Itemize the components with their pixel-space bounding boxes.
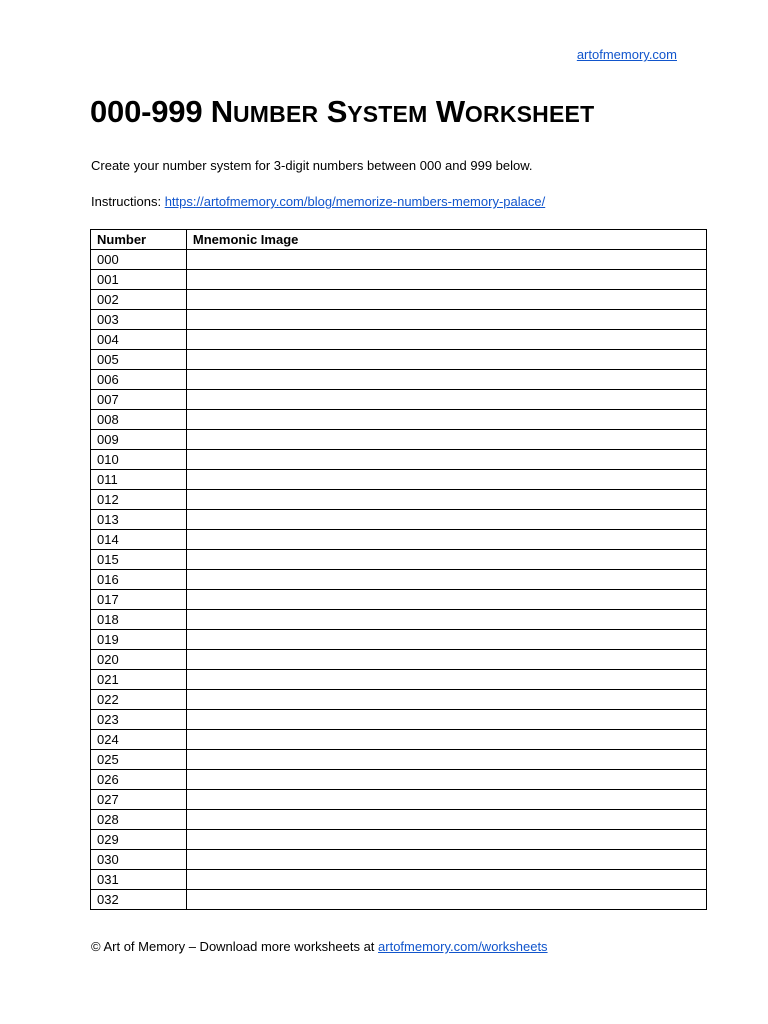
number-cell: 010 [91, 450, 187, 470]
mnemonic-image-cell[interactable] [186, 650, 706, 670]
mnemonic-image-cell[interactable] [186, 530, 706, 550]
footer-link[interactable]: artofmemory.com/worksheets [378, 939, 548, 954]
table-row [91, 810, 707, 830]
column-header-mnemonic-image: Mnemonic Image [186, 230, 706, 250]
table-row [91, 370, 707, 390]
mnemonic-image-cell[interactable] [186, 490, 706, 510]
mnemonic-image-cell[interactable] [186, 270, 706, 290]
footer-text: © Art of Memory – Download more worksheets at [91, 939, 379, 954]
worksheet-table [90, 229, 707, 910]
number-cell: 030 [91, 850, 187, 870]
table-row [91, 830, 707, 850]
table-row [91, 470, 707, 490]
mnemonic-image-cell[interactable] [186, 550, 706, 570]
number-cell: 015 [91, 550, 187, 570]
number-cell: 004 [91, 330, 187, 350]
mnemonic-image-cell[interactable] [186, 890, 706, 910]
number-cell: 001 [91, 270, 187, 290]
instructions-link[interactable]: https://artofmemory.com/blog/memorize-numbers-memory-palace/ [164, 194, 546, 209]
table-row [91, 890, 707, 910]
table-row [91, 630, 707, 650]
table-row [91, 510, 707, 530]
number-cell: 019 [91, 630, 187, 650]
mnemonic-image-cell[interactable] [186, 610, 706, 630]
table-row [91, 530, 707, 550]
mnemonic-image-cell[interactable] [186, 330, 706, 350]
table-row [91, 610, 707, 630]
mnemonic-image-cell[interactable] [186, 310, 706, 330]
mnemonic-image-cell[interactable] [186, 690, 706, 710]
mnemonic-image-cell[interactable] [186, 570, 706, 590]
page-title [90, 96, 594, 127]
table-row [91, 670, 707, 690]
number-cell: 012 [91, 490, 187, 510]
title-part: S [318, 94, 348, 129]
table-row [91, 570, 707, 590]
instructions-label: Instructions: [91, 194, 165, 209]
number-cell: 014 [91, 530, 187, 550]
title-part: ORKSHEET [464, 101, 595, 127]
number-cell: 017 [91, 590, 187, 610]
table-row [91, 450, 707, 470]
mnemonic-image-cell[interactable] [186, 450, 706, 470]
title-part: 000-999 N [90, 94, 233, 129]
mnemonic-image-cell[interactable] [186, 750, 706, 770]
mnemonic-image-cell[interactable] [186, 770, 706, 790]
mnemonic-image-cell[interactable] [186, 290, 706, 310]
table-header-row [91, 230, 707, 250]
number-cell: 008 [91, 410, 187, 430]
table-row [91, 710, 707, 730]
mnemonic-image-cell[interactable] [186, 830, 706, 850]
table-row [91, 870, 707, 890]
table-row [91, 250, 707, 270]
table-row [91, 350, 707, 370]
number-cell: 024 [91, 730, 187, 750]
number-cell: 018 [91, 610, 187, 630]
number-cell: 011 [91, 470, 187, 490]
mnemonic-image-cell[interactable] [186, 370, 706, 390]
table-row [91, 750, 707, 770]
description-text: Create your number system for 3-digit numbers between 000 and 999 below. [91, 158, 533, 173]
table-row [91, 310, 707, 330]
number-cell: 026 [91, 770, 187, 790]
number-cell: 006 [91, 370, 187, 390]
table-row [91, 330, 707, 350]
mnemonic-image-cell[interactable] [186, 390, 706, 410]
table-row [91, 650, 707, 670]
number-cell: 031 [91, 870, 187, 890]
title-part: UMBER [232, 101, 319, 127]
footer [91, 939, 548, 954]
number-cell: 027 [91, 790, 187, 810]
table-row [91, 410, 707, 430]
table-row [91, 390, 707, 410]
mnemonic-image-cell[interactable] [186, 510, 706, 530]
title-part: YSTEM [347, 101, 428, 127]
number-cell: 009 [91, 430, 187, 450]
number-cell: 003 [91, 310, 187, 330]
site-link[interactable]: artofmemory.com [576, 47, 677, 62]
mnemonic-image-cell[interactable] [186, 590, 706, 610]
table-row [91, 730, 707, 750]
table-row [91, 550, 707, 570]
mnemonic-image-cell[interactable] [186, 630, 706, 650]
table-row [91, 690, 707, 710]
title-part: W [427, 94, 465, 129]
number-cell: 028 [91, 810, 187, 830]
number-cell: 002 [91, 290, 187, 310]
number-cell: 016 [91, 570, 187, 590]
mnemonic-image-cell[interactable] [186, 710, 706, 730]
table-row [91, 430, 707, 450]
mnemonic-image-cell[interactable] [186, 350, 706, 370]
mnemonic-image-cell[interactable] [186, 850, 706, 870]
number-cell: 021 [91, 670, 187, 690]
mnemonic-image-cell[interactable] [186, 810, 706, 830]
number-cell: 005 [91, 350, 187, 370]
mnemonic-image-cell[interactable] [186, 730, 706, 750]
table-row [91, 790, 707, 810]
mnemonic-image-cell[interactable] [186, 250, 706, 270]
number-cell: 023 [91, 710, 187, 730]
mnemonic-image-cell[interactable] [186, 410, 706, 430]
table-row [91, 590, 707, 610]
table-row [91, 490, 707, 510]
table-row [91, 770, 707, 790]
mnemonic-image-cell[interactable] [186, 470, 706, 490]
table-body [91, 250, 707, 910]
number-cell: 000 [91, 250, 187, 270]
mnemonic-image-cell[interactable] [186, 670, 706, 690]
number-cell: 029 [91, 830, 187, 850]
mnemonic-image-cell[interactable] [186, 790, 706, 810]
table-row [91, 290, 707, 310]
number-cell: 013 [91, 510, 187, 530]
instructions-line [91, 194, 545, 209]
mnemonic-image-cell[interactable] [186, 430, 706, 450]
table-row [91, 850, 707, 870]
mnemonic-image-cell[interactable] [186, 870, 706, 890]
number-cell: 025 [91, 750, 187, 770]
number-cell: 007 [91, 390, 187, 410]
number-cell: 020 [91, 650, 187, 670]
table-row [91, 270, 707, 290]
number-cell: 022 [91, 690, 187, 710]
number-cell: 032 [91, 890, 187, 910]
column-header-number: Number [91, 230, 187, 250]
